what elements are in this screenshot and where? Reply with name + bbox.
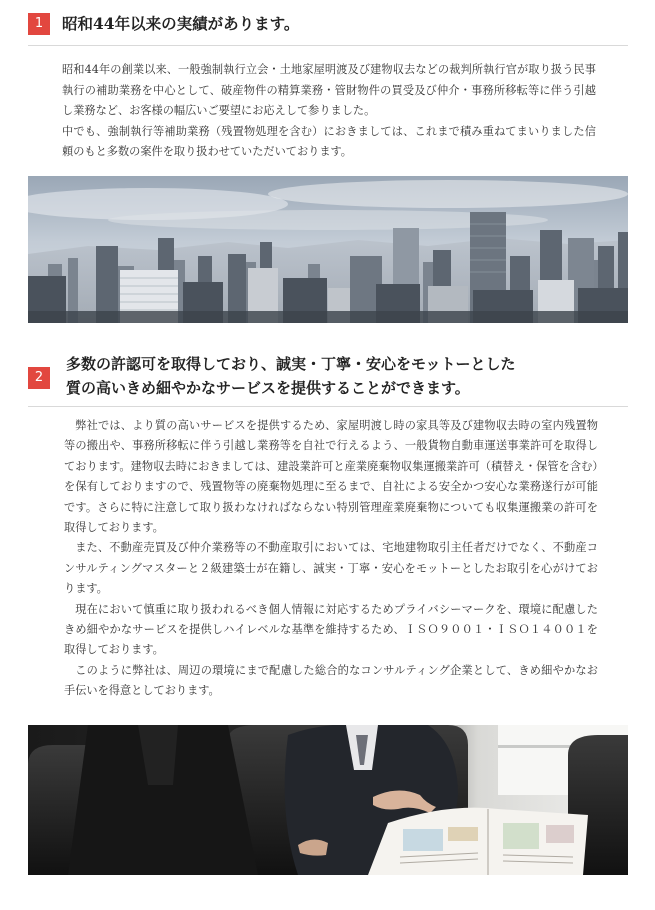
section-1-paragraph: 中でも、強制執行等補助業務（残置物処理を含む）におきましては、これまで積み重ねてまいりました信頼のもと多数の案件を取り扱わせていただいております。 bbox=[62, 124, 596, 159]
section-1-number-badge: 1 bbox=[28, 13, 50, 35]
section-2-paragraph: このように弊社は、周辺の環境にまで配慮した総合的なコンサルティング企業として、きめ細やかなお手伝いを得意としております。 bbox=[64, 663, 598, 698]
section-2-divider bbox=[28, 406, 628, 407]
section-2-paragraph: 現在において慎重に取り扱われるべき個人情報に対応するためプライバシーマークを、環境に配慮したきめ細やかなサービスを提供しハイレベルな基準を維持するため、ＩＳＯ９００１・ＩＳＯ１４００１を取得しております。 bbox=[64, 602, 598, 657]
section-2-paragraph: 弊社では、より質の高いサービスを提供するため、家屋明渡し時の家具等及び建物収去時の室内残置物等の搬出や、事務所移転に伴う引越し業務等を自社で行えるよう、一般貨物自動車運送事業許可を取得しております。建物収去時におきましては、建設業許可と産業廃棄物収集運搬業許可（積替え・保管を含む）を保有しておりますので、残置物等の廃棄物処理に至るまで、自社による安全かつ安心な業務遂行が可能です。さらに特に注意して取り扱わなければならない特別管理産業廃棄物についても収集運搬業の許可を取得しております。 bbox=[64, 419, 598, 535]
section-2-heading-line-2: 質の高いきめ細やかなサービスを提供することができます。 bbox=[66, 379, 470, 397]
section-1-divider bbox=[28, 45, 628, 46]
section-1-heading: 昭和44年以来の実績があります。 bbox=[62, 14, 300, 33]
section-2-number-badge: 2 bbox=[28, 367, 50, 389]
section-1-paragraph: 昭和44年の創業以来、一般強制執行立会・土地家屋明渡及び建物収去などの裁判所執行官が取り扱う民事執行の補助業務を中心として、破産物件の精算業務・管財物件の買受及び仲介・事務所移転等に伴う引越し業務など、お客様の幅広いご要望にお応えして参りました。 bbox=[62, 63, 596, 118]
city-skyline-photo bbox=[28, 176, 628, 323]
business-meeting-photo bbox=[28, 725, 628, 875]
section-1-body bbox=[62, 60, 596, 163]
section-2-body bbox=[64, 416, 598, 702]
section-2-paragraph: また、不動産売買及び仲介業務等の不動産取引においては、宅地建物取引主任者だけでなく、不動産コンサルティングマスターと２級建築士が在籍し、誠実・丁寧・安心をモットーとしたお取引を心がけております。 bbox=[64, 541, 598, 596]
section-2-heading-line-1: 多数の許認可を取得しており、誠実・丁寧・安心をモットーとした bbox=[66, 355, 516, 373]
